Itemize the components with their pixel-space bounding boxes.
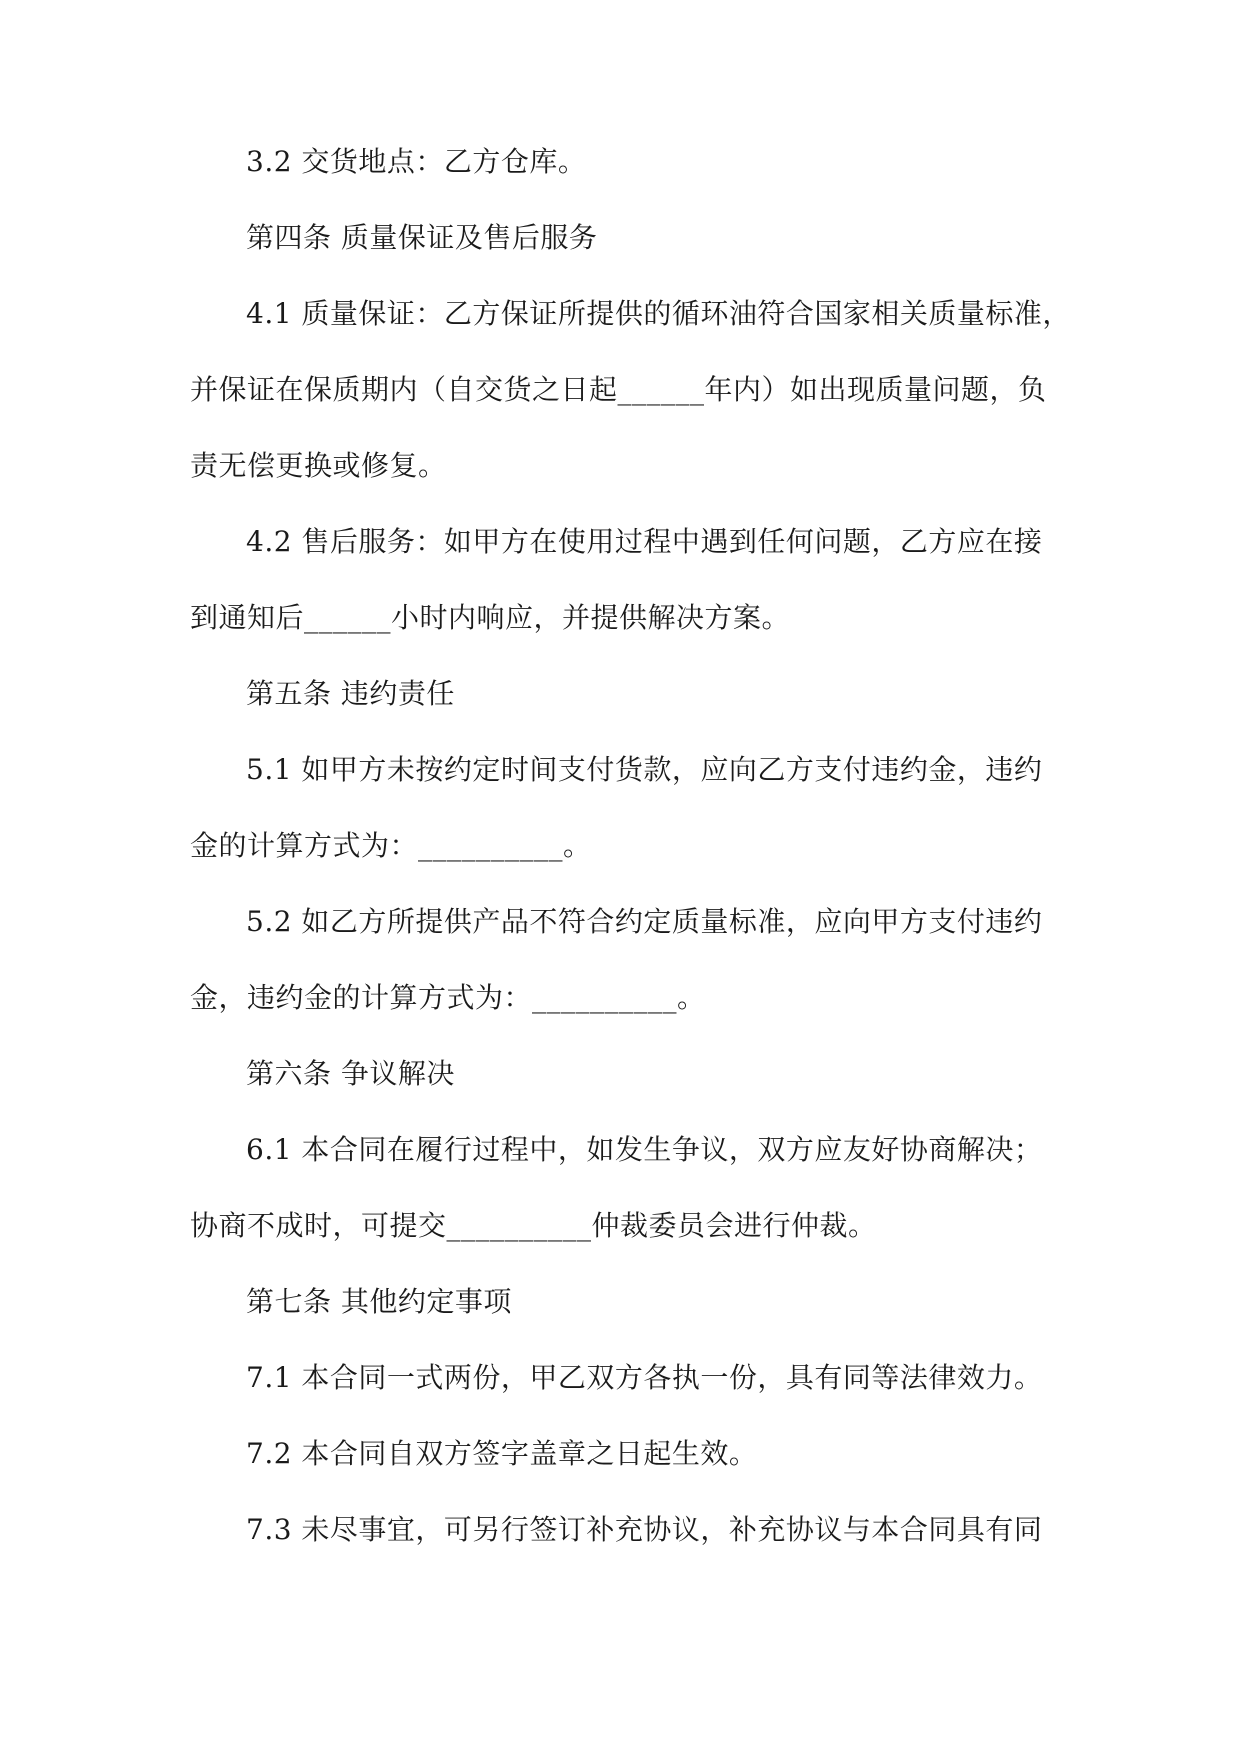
clause-6-1-line-2: 协商不成时，可提交__________仲裁委员会进行仲裁。 (190, 1209, 877, 1242)
document-body (190, 144, 1071, 1588)
clause-7-3-line-1: 7.3 未尽事宜，可另行签订补充协议，补充协议与本合同具有同 (246, 1513, 1043, 1546)
clause-5-1-line-1: 5.1 如甲方未按约定时间支付货款，应向乙方支付违约金，违约 (246, 753, 1043, 786)
clause-4-2-line-2: 到通知后______小时内响应，并提供解决方案。 (190, 601, 791, 634)
clause-4-1-line-1: 4.1 质量保证：乙方保证所提供的循环油符合国家相关质量标准， (246, 297, 1071, 330)
clause-4-1-line-2: 并保证在保质期内（自交货之日起______年内）如出现质量问题，负 (190, 373, 1047, 406)
article-6-heading: 第六条 争议解决 (246, 1057, 455, 1090)
clause-7-2: 7.2 本合同自双方签字盖章之日起生效。 (246, 1437, 758, 1470)
clause-6-1-line-1: 6.1 本合同在履行过程中，如发生争议，双方应友好协商解决； (246, 1133, 1043, 1166)
clause-5-2-line-1: 5.2 如乙方所提供产品不符合约定质量标准，应向甲方支付违约 (246, 905, 1043, 938)
article-7-heading: 第七条 其他约定事项 (246, 1285, 512, 1318)
clause-7-1: 7.1 本合同一式两份，甲乙双方各执一份，具有同等法律效力。 (246, 1361, 1043, 1394)
clause-5-1-line-2: 金的计算方式为：__________。 (190, 829, 592, 862)
clause-4-1-line-3: 责无偿更换或修复。 (190, 449, 447, 482)
clause-4-2-line-1: 4.2 售后服务：如甲方在使用过程中遇到任何问题，乙方应在接 (246, 525, 1043, 558)
article-5-heading: 第五条 违约责任 (246, 677, 455, 710)
article-4-heading: 第四条 质量保证及售后服务 (246, 221, 598, 254)
clause-3-2: 3.2 交货地点：乙方仓库。 (246, 145, 587, 178)
clause-5-2-line-2: 金，违约金的计算方式为：__________。 (190, 981, 706, 1014)
